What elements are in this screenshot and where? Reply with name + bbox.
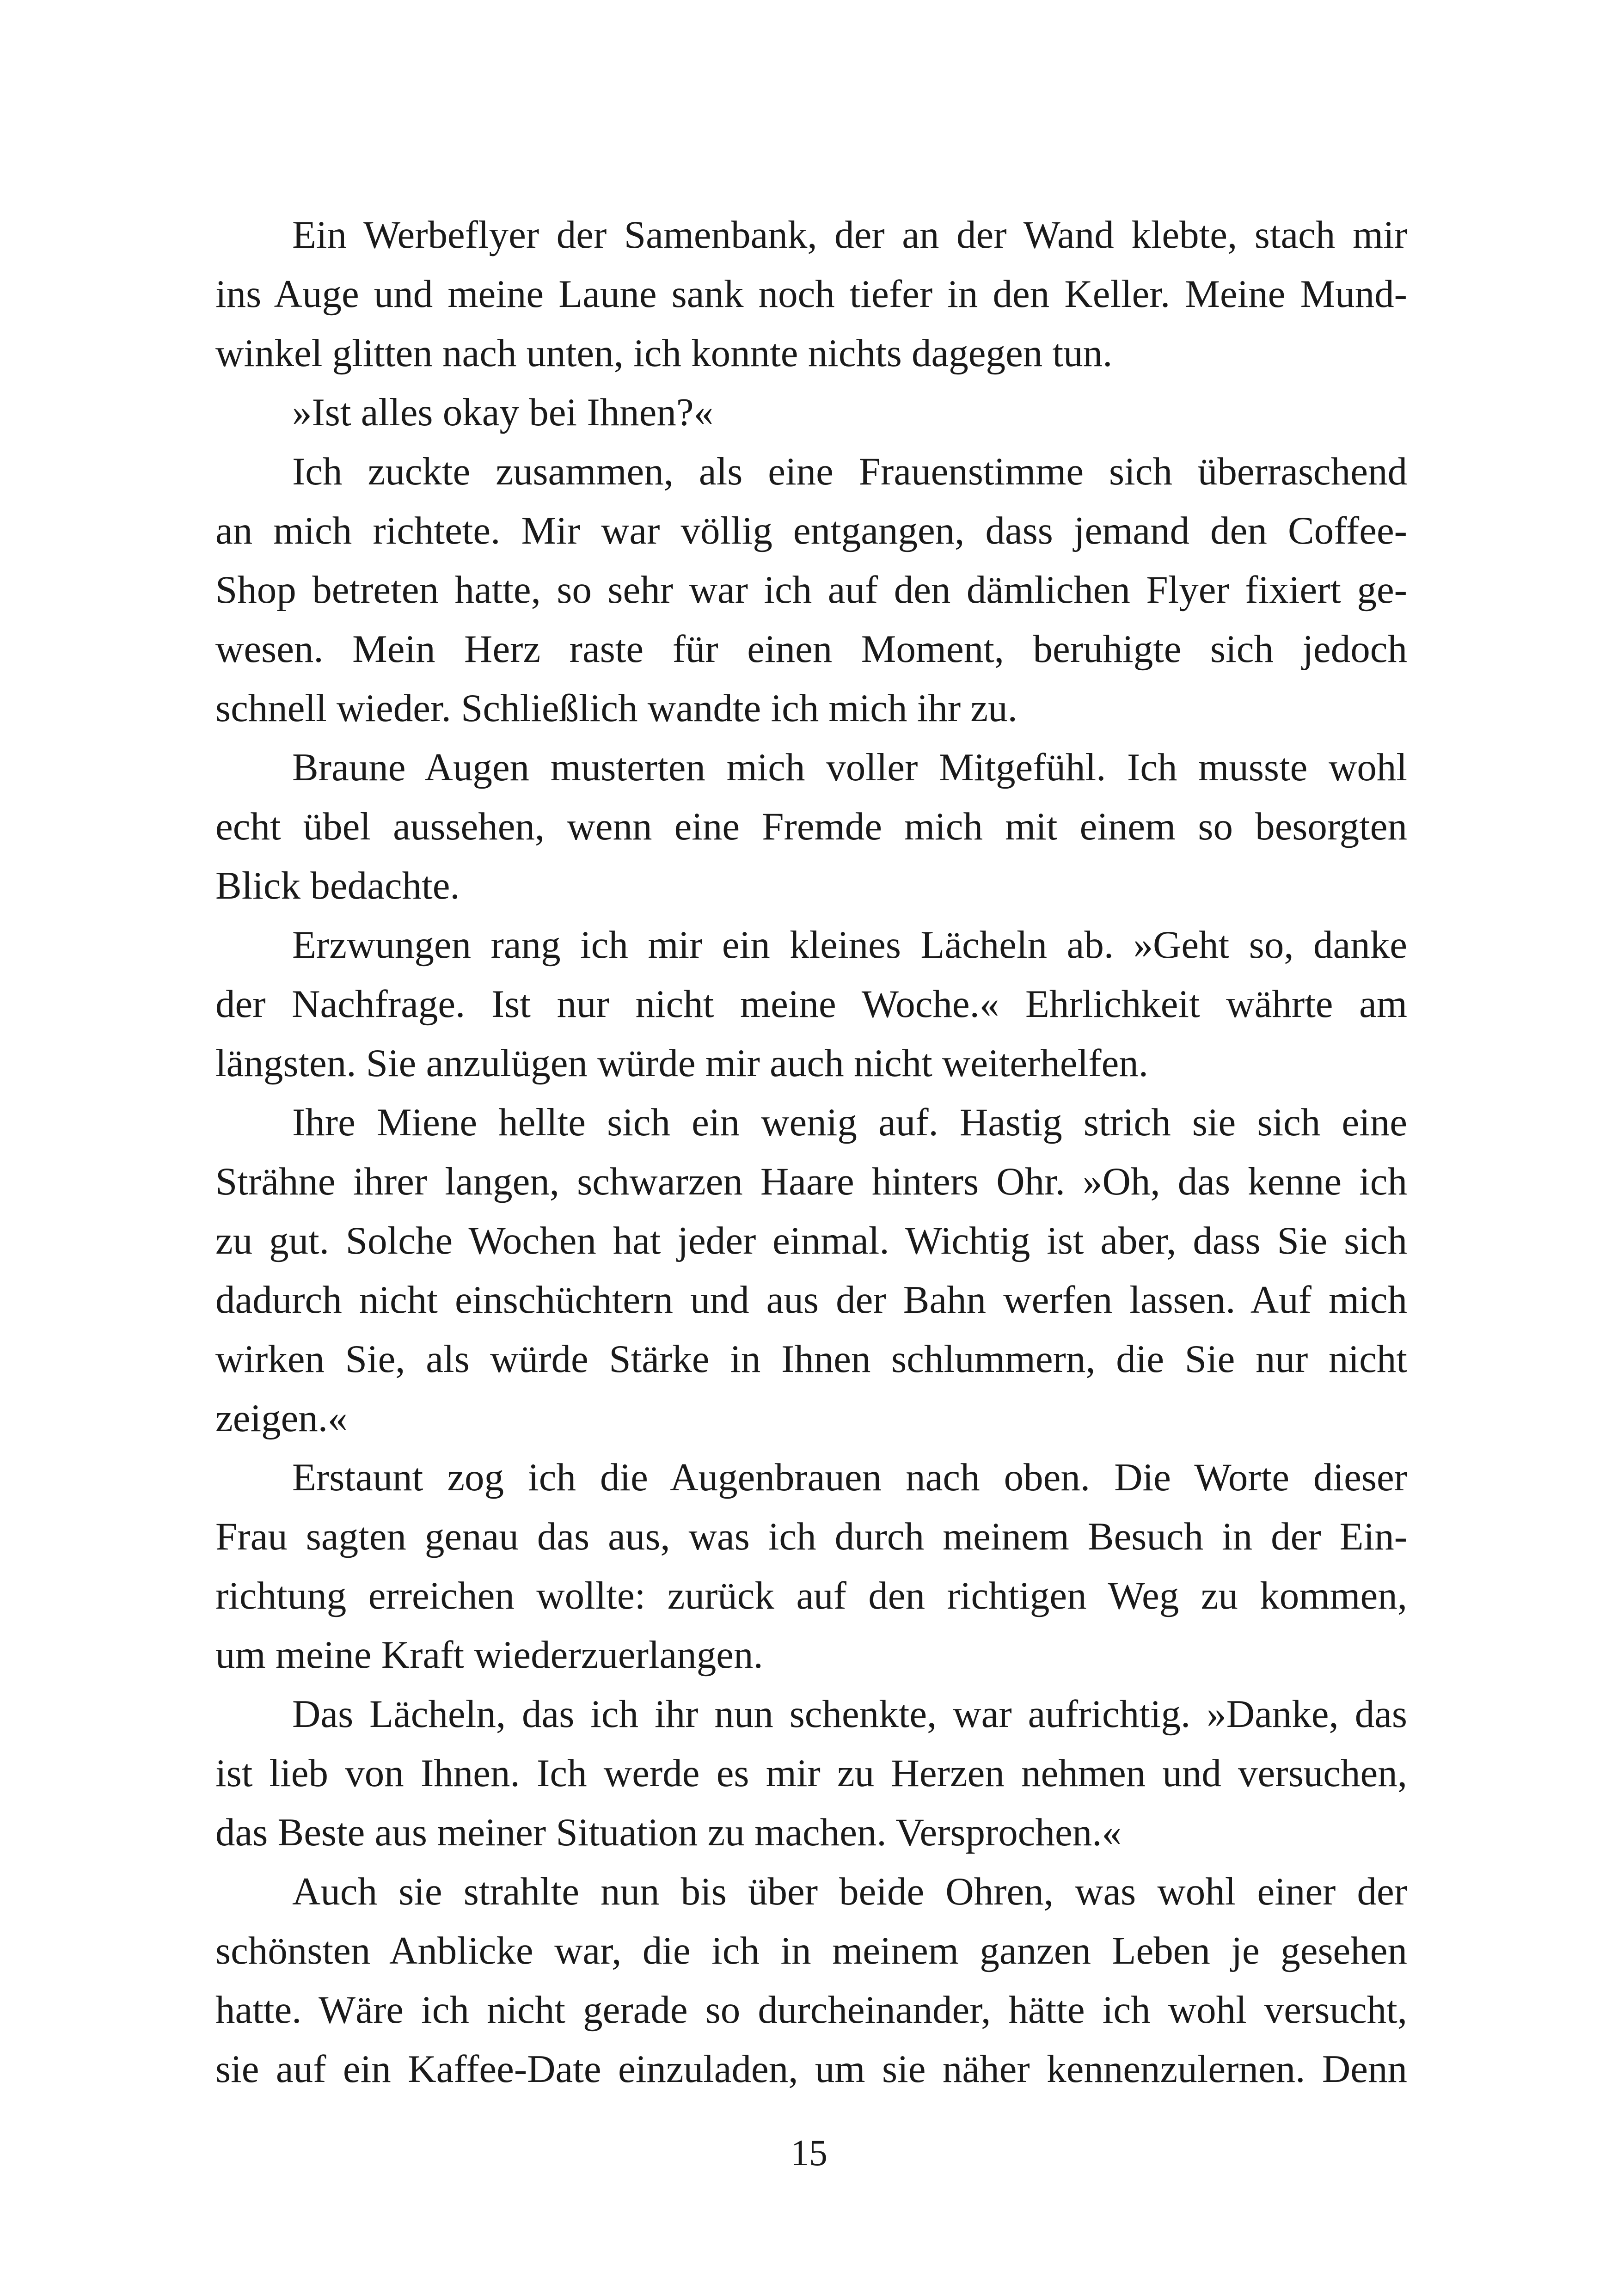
text-line: »Ist alles okay bei Ihnen?« [292,391,714,434]
text-line: wesen. Mein Herz raste für einen Moment, beruhigte sich jedoch [215,627,1407,671]
text-line: schönsten Anblicke war, die ich in meinem ganzen Leben je gesehen [215,1929,1407,1972]
text-line: wirken Sie, als würde Stärke in Ihnen schlummern, die Sie nur nicht [215,1337,1407,1381]
text-line: ist lieb von Ihnen. Ich werde es mir zu Herzen nehmen und versuchen, [215,1751,1407,1795]
text-line: richtung erreichen wollte: zurück auf den richtigen Weg zu kommen, [215,1574,1407,1617]
text-line: längsten. Sie anzulügen würde mir auch nicht weiterhelfen. [215,1041,1149,1085]
text-line: schnell wieder. Schließlich wandte ich mich ihr zu. [215,686,1017,730]
text-line: Ein Werbeflyer der Samenbank, der an der Wand klebte, stach mir [292,213,1407,257]
text-line: Ich zuckte zusammen, als eine Frauenstimme sich überraschend [292,450,1407,493]
text-line: an mich richtete. Mir war völlig entgangen, dass jemand den Coffee- [215,509,1407,552]
text-line: zu gut. Solche Wochen hat jeder einmal. Wichtig ist aber, dass Sie sich [215,1219,1407,1262]
text-line: echt übel aussehen, wenn eine Fremde mich mit einem so besorgten [215,805,1407,848]
text-line: hatte. Wäre ich nicht gerade so durcheinander, hätte ich wohl versucht, [215,1988,1407,2032]
text-line: ins Auge und meine Laune sank noch tiefer in den Keller. Meine Mund- [215,272,1407,316]
text-line: zeigen.« [215,1396,348,1440]
text-line: das Beste aus meiner Situation zu machen. Versprochen.« [215,1811,1122,1854]
text-line: Blick bedachte. [215,864,460,907]
text-line: Shop betreten hatte, so sehr war ich auf den dämlichen Flyer fixiert ge- [215,568,1407,612]
text-line: winkel glitten nach unten, ich konnte nichts dagegen tun. [215,331,1113,375]
text-line: Ihre Miene hellte sich ein wenig auf. Hastig strich sie sich eine [292,1101,1407,1144]
text-line: der Nachfrage. Ist nur nicht meine Woche.« Ehrlichkeit währte am [215,982,1407,1026]
text-line: Das Lächeln, das ich ihr nun schenkte, war aufrichtig. »Danke, das [292,1692,1407,1736]
text-line: sie auf ein Kaffee-Date einzuladen, um sie näher kennenzulernen. Denn [215,2047,1407,2091]
text-line: Strähne ihrer langen, schwarzen Haare hinters Ohr. »Oh, das kenne ich [215,1160,1407,1203]
text-line: Erzwungen rang ich mir ein kleines Lächeln ab. »Geht so, danke [292,923,1407,967]
text-line: Frau sagten genau das aus, was ich durch meinem Besuch in der Ein- [215,1515,1407,1558]
page-number: 15 [791,2133,827,2174]
text-line: um meine Kraft wiederzuerlangen. [215,1633,763,1677]
text-line: Braune Augen musterten mich voller Mitgefühl. Ich musste wohl [292,746,1407,789]
text-line: dadurch nicht einschüchtern und aus der Bahn werfen lassen. Auf mich [215,1278,1407,1322]
text-line: Auch sie strahlte nun bis über beide Ohren, was wohl einer der [292,1870,1407,1913]
text-line: Erstaunt zog ich die Augenbrauen nach oben. Die Worte dieser [292,1456,1407,1499]
